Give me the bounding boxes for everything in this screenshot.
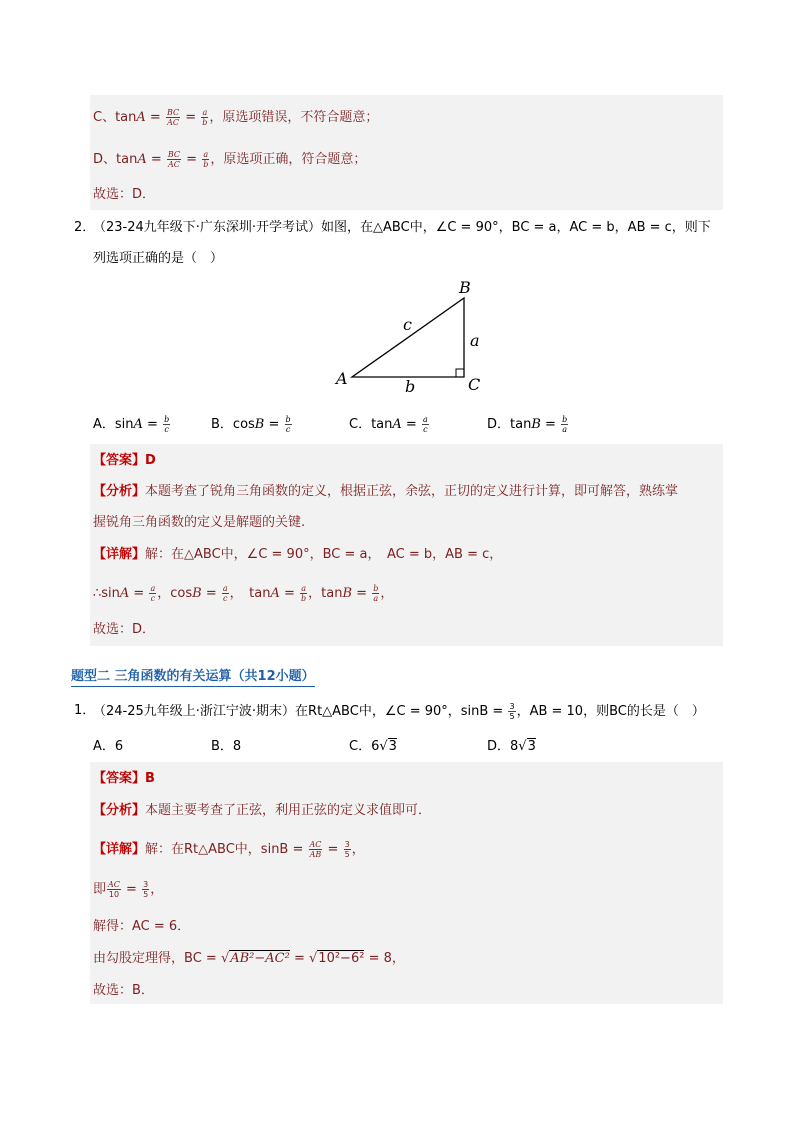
question-2-number: 2． <box>74 220 96 235</box>
q1-option-b[interactable]: B．8 <box>211 739 242 754</box>
q2-choose: 故选：D． <box>93 622 156 637</box>
triangle-figure <box>330 276 490 396</box>
q1-step3: 解得：AC = 6． <box>93 919 191 934</box>
vertex-a-label: A <box>336 369 348 388</box>
side-a-label: a <box>470 331 480 350</box>
vertex-c-label: C <box>468 375 481 394</box>
question-1-number: 1． <box>74 703 96 718</box>
q2-answer: 【答案】D <box>93 453 156 468</box>
question-1-stem: （24-25九年级上·浙江宁波·期末）在Rt△ABC中，∠C = 90°，sinB = $\frac{3}{5}$ ，AB = 10，则BC的长是（ ） <box>93 702 705 721</box>
prev-choose: 故选：D． <box>93 187 156 202</box>
side-c-label: c <box>403 315 412 334</box>
q1-step4: 由勾股定理得，BC = √AB²−AC² = √10²−6² = 8， <box>93 951 405 966</box>
q2-option-c[interactable]: C．tanA = $\frac{a}{c}$ <box>349 415 428 434</box>
q2-detail-line2: ∴sinA = $\frac{a}{c}$ ，cosB = $\frac{a}{c}$ ， tanA = $\frac{a}{b}$ ，tanB = $\frac{b}{a}$ ， <box>93 584 394 603</box>
q1-option-a[interactable]: A．6 <box>93 739 124 754</box>
q1-step2: 即 $\frac{AC}{10}$ = $\frac{3}{5}$ ， <box>93 880 164 899</box>
question-2-stem-line1: （23-24九年级下·广东深圳·开学考试）如图，在△ABC中，∠C = 90°，BC = a，AC = b，AB = c，则下 <box>93 220 711 235</box>
q1-choose: 故选：B． <box>93 983 154 998</box>
q1-answer: 【答案】B <box>93 771 155 786</box>
q2-detail-line1: 【详解】解：在△ABC中，∠C = 90°，BC = a， AC = b，AB = c， <box>93 547 503 562</box>
section-heading[interactable]: 题型二 三角函数的有关运算（共12小题） <box>71 668 315 687</box>
q2-analysis-line2: 握锐角三角函数的定义是解题的关键. <box>93 515 306 530</box>
q2-option-d[interactable]: D．tanB = $\frac{b}{a}$ <box>487 415 568 434</box>
side-b-label: b <box>405 377 416 396</box>
vertex-b-label: B <box>459 278 471 297</box>
q1-option-d[interactable]: D．8√3 <box>487 739 536 754</box>
q1-detail-line1: 【详解】解：在Rt△ABC中，sinB = $\frac{AC}{AB}$ = $\frac{3}{5}$ ， <box>93 840 365 859</box>
question-2-stem-line2: 列选项正确的是（ ） <box>93 251 224 266</box>
q1-option-c[interactable]: C．6√3 <box>349 739 397 754</box>
q2-option-a[interactable]: A．sinA = $\frac{b}{c}$ <box>93 415 170 434</box>
q1-analysis: 【分析】本题主要考查了正弦，利用正弦的定义求值即可． <box>93 803 432 818</box>
solution-panel-q2 <box>90 444 723 646</box>
prev-option-c-line: C、tanA = $\frac{BC}{AC}$ = $\frac{a}{b}$ ，原选项错误，不符合题意； <box>93 108 379 127</box>
q2-option-b[interactable]: B．cosB = $\frac{b}{c}$ <box>211 415 291 434</box>
prev-option-d-line: D、tanA = $\frac{BC}{AC}$ = $\frac{a}{b}$ ，原选项正确，符合题意； <box>93 150 367 169</box>
q2-analysis-line1: 【分析】本题考查了锐角三角函数的定义，根据正弦，余弦，正切的定义进行计算，即可解答，熟练掌 <box>93 484 679 499</box>
